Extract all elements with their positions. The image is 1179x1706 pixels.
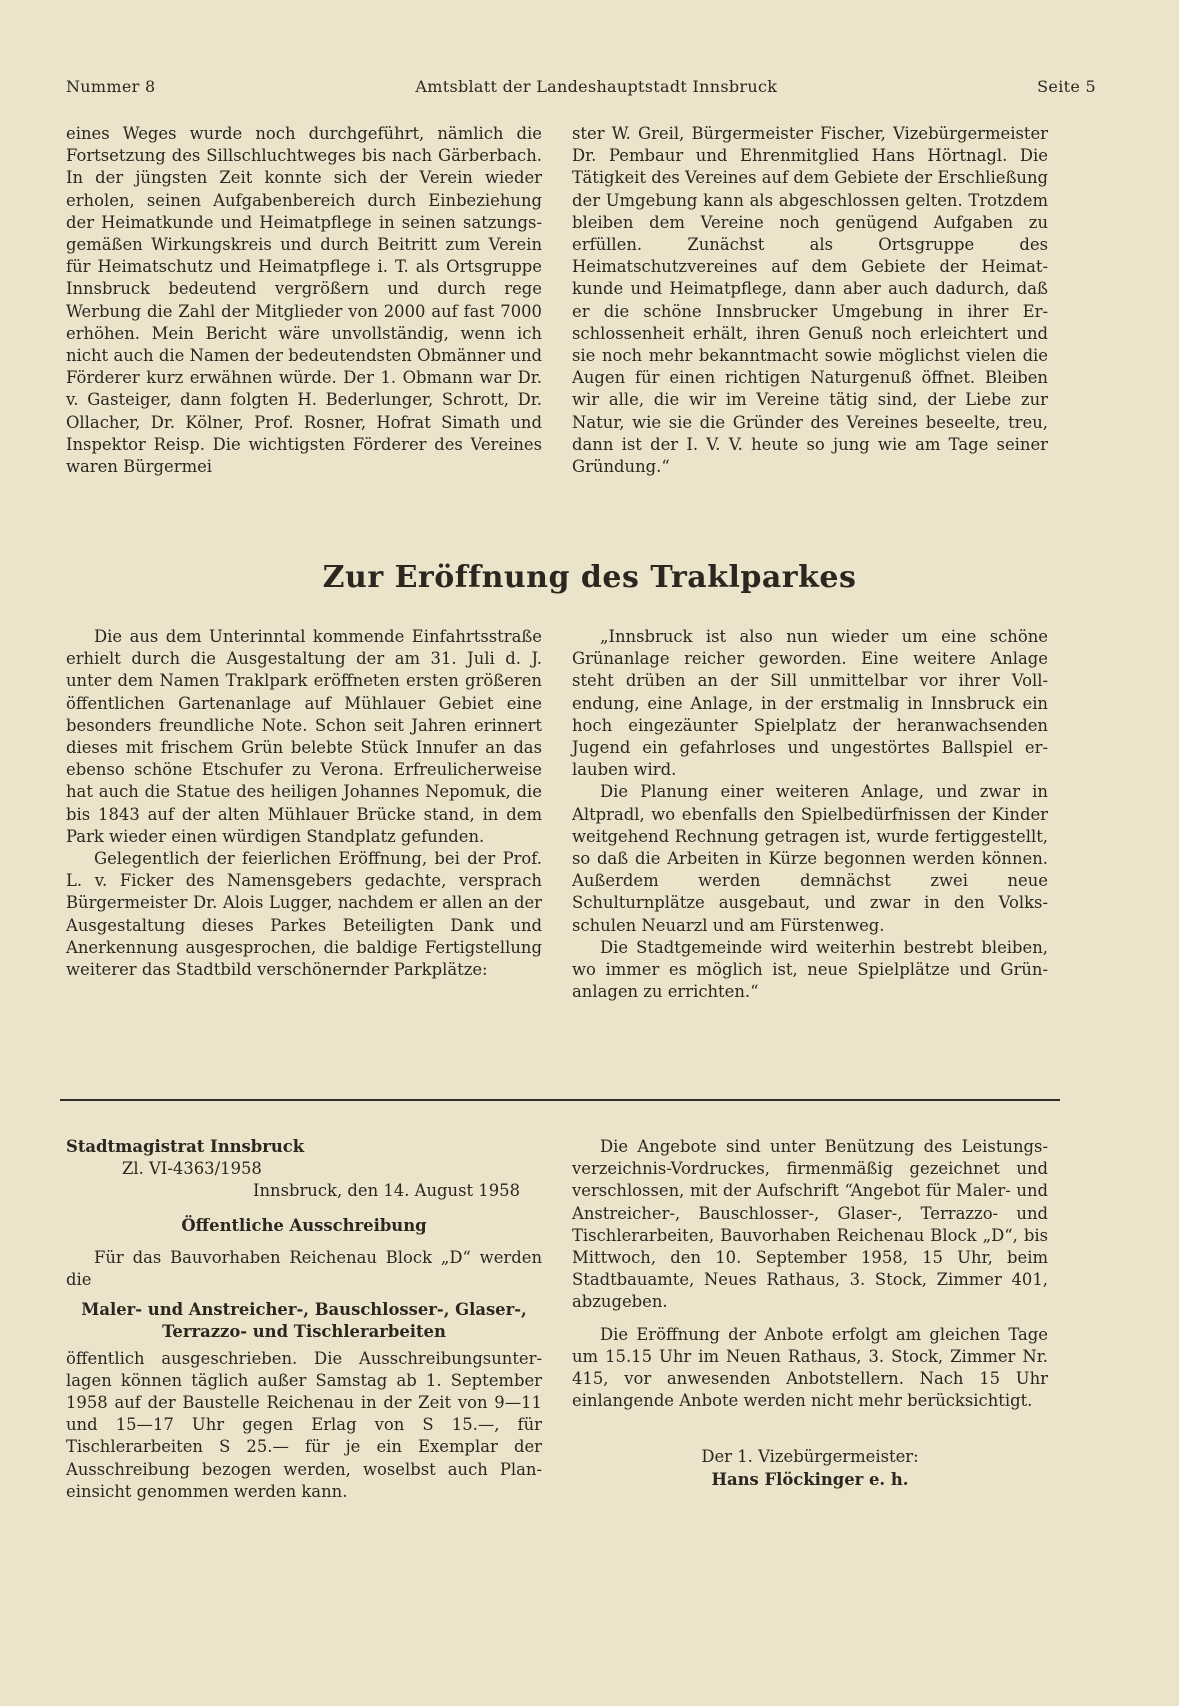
article-title: Zur Eröffnung des Traklparkes — [322, 560, 857, 595]
notice-body: öffentlich ausgeschrieben. Die Ausschreibungsunterlagen können täglich außer Samstag ab 1. September 1958 auf der Baustelle Reichenau in der Zeit von 9—11 und 15—17 Uhr gegen Erlag von S 15.—, für Tischlerarbeiten S 25.— für je ein Exemplar der Ausschreibung bezogen werden, woselbst auch Planeinsicht genommen werden kann. — [66, 1348, 542, 1501]
top-article-left-column — [66, 123, 542, 478]
paragraph: Die Eröffnung der Anbote erfolgt am gleichen Tage um 15.15 Uhr im Neuen Rathaus, 3. Stock, Zimmer Nr. 415, vor anwesenden Anbotstellern. Nach 15 Uhr einlangende Anbote werden nicht mehr berücksichtigt. — [572, 1324, 1048, 1411]
paragraph: Die Stadtgemeinde wird weiterhin bestrebt bleiben, wo immer es möglich ist, neue Spielplätze und Grünanlagen zu errichten.“ — [572, 937, 1048, 1002]
publication-title: Amtsblatt der Landeshauptstadt Innsbruck — [415, 76, 778, 96]
paragraph: „Innsbruck ist also nun wieder um eine schöne Grünanlage reicher geworden. Eine weitere Anlage steht drüben an der Sill unmittelbar vor ihrer Vollendung, eine Anlage, in der erstmalig in Innsbruck ein hoch eingezäunter Spielplatz der heranwachsenden Jugend ein gefahrloses und ungestörtes Ballspiel erlauben wird. — [572, 627, 1048, 780]
signer-name: Hans Flöckinger e. h. — [711, 1469, 909, 1489]
notice-intro: Für das Bauvorhaben Reichenau Block „D“ werden die — [66, 1247, 542, 1290]
notice-authority: Stadtmagistrat Innsbruck — [66, 1137, 305, 1156]
section-divider — [60, 1099, 1060, 1101]
paragraph: ster W. Greil, Bürgermeister Fischer, Vizebürgermeister Dr. Pembaur und Ehrenmitglied Hans Hörtnagl. Die Tätigkeit des Vereines auf dem Gebiete der Erschließung der Umgebung kann als abgeschlossen gelten. Trotzdem bleiben dem Vereine noch genügend Aufgaben zu erfüllen. Zunächst als Ortsgruppe des Heimatschutzvereines auf dem Gebiete der Heimatkunde und Heimatpflege, dann aber auch dadurch, daß er die schöne Innsbrucker Umgebung in ihrer Erschlossenheit erhält, ihren Genuß noch erleichtert und sie noch mehr bekanntmacht sowie möglichst vielen die Augen für einen richtigen Naturgenuß öffnet. Bleiben wir alle, die wir im Vereine tätig sind, der Liebe zur Natur, wie sie die Gründer des Vereines beseelte, treu, dann ist der I. V. V. heute so jung wie am Tage seiner Gründung.“ — [572, 124, 1048, 477]
paragraph: Die Planung einer weiteren Anlage, und zwar in Altpradl, wo ebenfalls den Spielbedürfnissen der Kinder weitgehend Rechnung getragen ist, wurde fertiggestellt, so daß die Arbeiten in Kürze begonnen werden können. Außerdem werden demnächst zwei neue Schulturnplätze ausgebaut, und zwar in den Volksschulen Neuarzl und am Fürstenweg. — [572, 782, 1048, 935]
article-right-column — [572, 626, 1048, 1003]
page-number: Seite 5 — [1037, 76, 1096, 96]
paragraph: Die Angebote sind unter Benützung des Leistungsverzeichnis-Vordruckes, firmenmäßig gezeichnet und verschlossen, mit der Aufschrift “Angebot für Maler- und Anstreicher-, Bauschlosser-, Glaser-, Terrazzo- und Tischlerarbeiten, Bauvorhaben Reichenau Block „D“, bis Mittwoch, den 10. September 1958, 15 Uhr, beim Stadtbauamte, Neues Rathaus, 3. Stock, Zimmer 401, abzugeben. — [572, 1137, 1048, 1312]
article-left-column — [66, 626, 542, 981]
notice-works: Maler- und Anstreicher-, Bauschlosser-, Glaser-, Terrazzo- und Tischlerarbeiten — [81, 1300, 527, 1342]
paragraph: eines Weges wurde noch durchgeführt, nämlich die Fortsetzung des Sillschluchtweges bis nach Gärberbach. In der jüngsten Zeit konnte sich der Verein wieder erholen, seinen Aufgabenbereich durch Einbeziehung der Heimatkunde und Heimatpflege in seinen satzungsgemäßen Wirkungskreis und durch Beitritt zum Verein für Heimatschutz und Heimatpflege i. T. als Ortsgruppe Innsbruck bedeutend vergrößern und durch rege Werbung die Zahl der Mitglieder von 2000 auf fast 7000 erhöhen. Mein Bericht wäre unvollständig, wenn ich nicht auch die Namen der bedeutendsten Obmänner und Förderer kurz erwähnen würde. Der 1. Obmann war Dr. v. Gasteiger, dann folgten H. Bederlunger, Schrott, Dr. Ollacher, Dr. Kölner, Prof. Rosner, Hofrat Simath und Inspektor Reisp. Die wichtigsten Förderer des Vereines waren Bürgermei — [66, 124, 542, 477]
notice-reference: Zl. VI-4363/1958 — [122, 1159, 262, 1179]
paragraph: Die aus dem Unterinntal kommende Einfahrtsstraße erhielt durch die Ausgestaltung der am 31. Juli d. J. unter dem Namen Traklpark eröffneten ersten größeren öffentlichen Gartenanlage auf Mühlauer Gebiet eine besonders freundliche Note. Schon seit Jahren erinnert dieses mit frischem Grün belebte Stück Innufer an das ebenso schöne Etschufer zu Verona. Erfreulicherweise hat auch die Statue des heiligen Johannes Nepomuk, die bis 1843 auf der alten Mühlauer Brücke stand, in dem Park wieder einen würdigen Standplatz gefunden. — [66, 627, 542, 846]
notice-heading: Öffentliche Ausschreibung — [181, 1215, 427, 1235]
top-article-right-column — [572, 123, 1048, 478]
signer-title: Der 1. Vizebürgermeister: — [701, 1447, 919, 1467]
notice-date: Innsbruck, den 14. August 1958 — [252, 1181, 520, 1201]
page-header — [66, 74, 1096, 98]
issue-number: Nummer 8 — [66, 76, 156, 96]
notice-left-column — [66, 1136, 542, 1503]
notice-right-column — [572, 1136, 1048, 1491]
paragraph: Gelegentlich der feierlichen Eröffnung, bei der Prof. L. v. Ficker des Namensgebers gedachte, versprach Bürgermeister Dr. Alois Lugger, nachdem er allen an der Ausgestaltung dieses Parkes Beteiligten Dank und Anerkennung ausgesprochen, die baldige Fertigstellung weiterer das Stadtbild verschönernder Parkplätze: — [66, 849, 542, 980]
